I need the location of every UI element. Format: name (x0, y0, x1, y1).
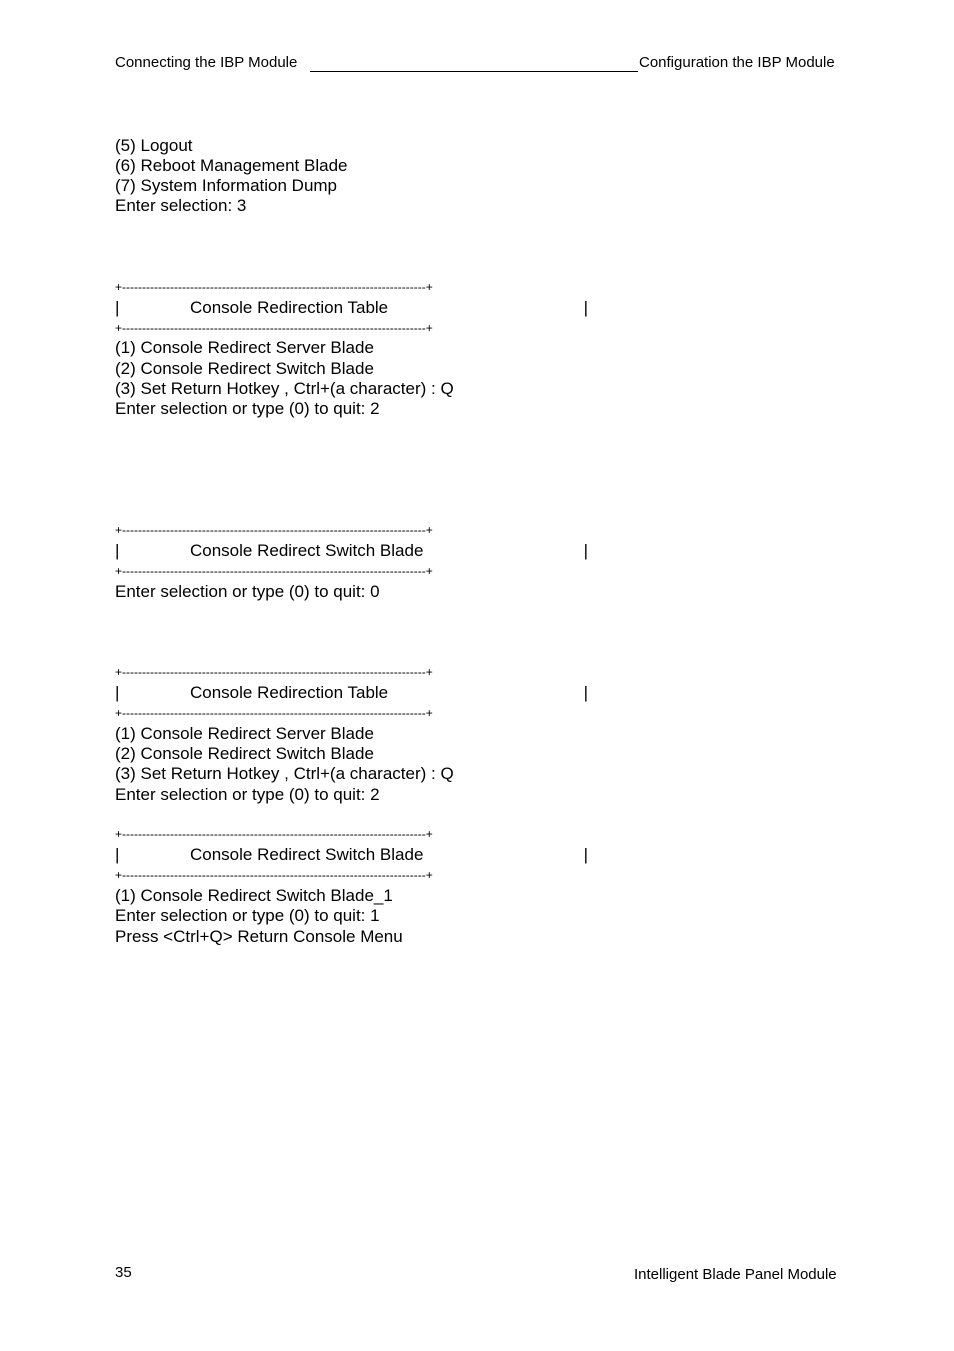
table-title: Console Redirect Switch Blade (190, 845, 424, 864)
table-border-bottom: +----------------------------------------------------------------------------+ (115, 706, 433, 720)
table-title: Console Redirection Table (190, 298, 389, 317)
menu-line: Enter selection or type (0) to quit: 1 (115, 906, 380, 925)
bar-right: | (583, 683, 588, 702)
table-title: Console Redirection Table (190, 683, 389, 702)
table-title: Console Redirect Switch Blade (190, 541, 424, 560)
menu-line: (3) Set Return Hotkey , Ctrl+(a character) : Q (115, 379, 454, 398)
bar-right: | (583, 845, 588, 864)
header-right-text: Configuration the IBP Module (639, 54, 835, 71)
menu-line: (2) Console Redirect Switch Blade (115, 359, 374, 378)
header-rule (310, 71, 638, 72)
menu-line: (2) Console Redirect Switch Blade (115, 744, 374, 763)
header-left-text: Connecting the IBP Module (115, 54, 298, 71)
footer-title: Intelligent Blade Panel Module (634, 1266, 837, 1283)
bar-right: | (583, 541, 588, 560)
table-border-bottom: +----------------------------------------------------------------------------+ (115, 868, 433, 882)
page-number: 35 (115, 1264, 132, 1281)
table-border-top: +----------------------------------------------------------------------------+ (115, 523, 433, 537)
menu-line: (6) Reboot Management Blade (115, 156, 348, 175)
table-border-top: +----------------------------------------------------------------------------+ (115, 665, 433, 679)
bar-left: | (115, 541, 120, 560)
table-border-bottom: +----------------------------------------------------------------------------+ (115, 564, 433, 578)
menu-line: Enter selection or type (0) to quit: 0 (115, 582, 380, 601)
menu-line: (1) Console Redirect Switch Blade_1 (115, 886, 393, 905)
bar-left: | (115, 683, 120, 702)
bar-left: | (115, 298, 120, 317)
menu-line: Press <Ctrl+Q> Return Console Menu (115, 927, 403, 946)
bar-right: | (583, 298, 588, 317)
table-border-top: +----------------------------------------------------------------------------+ (115, 280, 433, 294)
menu-line: (7) System Information Dump (115, 176, 338, 195)
table-border-top: +----------------------------------------------------------------------------+ (115, 827, 433, 841)
bar-left: | (115, 845, 120, 864)
menu-line: (5) Logout (115, 136, 193, 155)
menu-line: Enter selection: 3 (115, 196, 247, 215)
menu-line: Enter selection or type (0) to quit: 2 (115, 785, 380, 804)
menu-line: (1) Console Redirect Server Blade (115, 724, 374, 743)
menu-line: (1) Console Redirect Server Blade (115, 338, 374, 357)
menu-line: Enter selection or type (0) to quit: 2 (115, 399, 380, 418)
menu-line: (3) Set Return Hotkey , Ctrl+(a character) : Q (115, 764, 454, 783)
table-border-bottom: +----------------------------------------------------------------------------+ (115, 321, 433, 335)
